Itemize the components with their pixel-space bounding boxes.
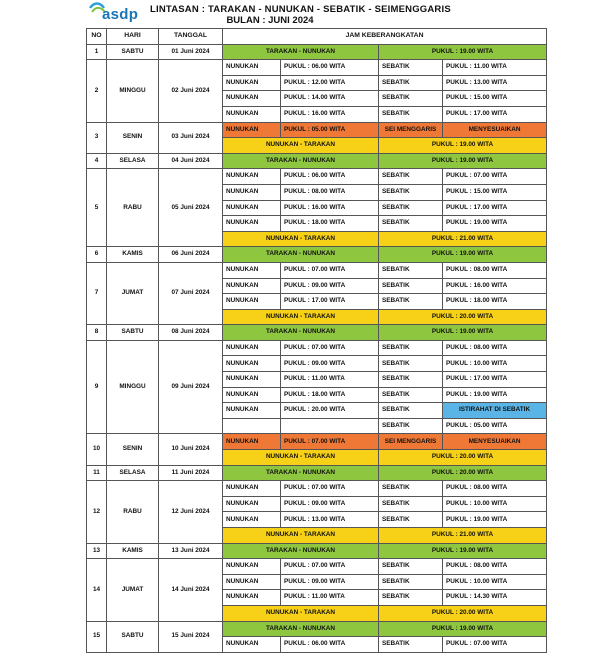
day-no: 3	[87, 122, 107, 153]
day-no: 7	[87, 262, 107, 324]
origin-cell: NUNUKAN	[223, 574, 281, 590]
destination-time-cell: PUKUL : 17.00 WITA	[443, 106, 547, 122]
day-name: JUMAT	[107, 262, 159, 324]
table-row	[87, 169, 547, 185]
destination-cell: SEBATIK	[379, 169, 443, 185]
destination-cell: SEBATIK	[379, 278, 443, 294]
page-title: LINTASAN : TARAKAN - NUNUKAN - SEBATIK - SEIMENGGARIS	[150, 4, 451, 15]
destination-time-cell: PUKUL : 17.00 WITA	[443, 200, 547, 216]
destination-time-cell: PUKUL : 16.00 WITA	[443, 278, 547, 294]
day-no: 12	[87, 481, 107, 543]
route-cell: NUNUKAN - TARAKAN	[223, 231, 379, 247]
departure-time-cell: PUKUL : 19.00 WITA	[379, 247, 547, 263]
destination-time-cell: PUKUL : 08.00 WITA	[443, 481, 547, 497]
day-date: 02 Juni 2024	[159, 60, 223, 122]
origin-cell: NUNUKAN	[223, 75, 281, 91]
destination-time-cell: PUKUL : 15.00 WITA	[443, 184, 547, 200]
destination-cell: SEBATIK	[379, 106, 443, 122]
destination-time-cell: PUKUL : 07.00 WITA	[443, 637, 547, 653]
day-no: 11	[87, 465, 107, 481]
route-cell: TARAKAN - NUNUKAN	[223, 247, 379, 263]
origin-cell: NUNUKAN	[223, 278, 281, 294]
origin-time-cell: PUKUL : 18.00 WITA	[281, 387, 379, 403]
departure-time-cell: PUKUL : 19.00 WITA	[379, 325, 547, 341]
destination-cell: SEBATIK	[379, 387, 443, 403]
day-no: 8	[87, 325, 107, 341]
origin-cell: NUNUKAN	[223, 590, 281, 606]
day-name: SABTU	[107, 621, 159, 652]
destination-cell: SEBATIK	[379, 574, 443, 590]
day-no: 6	[87, 247, 107, 263]
day-date: 09 Juni 2024	[159, 340, 223, 434]
route-cell: TARAKAN - NUNUKAN	[223, 543, 379, 559]
day-name: SABTU	[107, 44, 159, 60]
route-cell: NUNUKAN - TARAKAN	[223, 528, 379, 544]
destination-cell: SEBATIK	[379, 590, 443, 606]
day-name: SELASA	[107, 153, 159, 169]
destination-time-cell: PUKUL : 13.00 WITA	[443, 75, 547, 91]
day-date: 01 Juni 2024	[159, 44, 223, 60]
route-cell: NUNUKAN - TARAKAN	[223, 138, 379, 154]
table-row	[87, 465, 547, 481]
destination-cell: SEI MENGGARIS	[379, 434, 443, 450]
origin-time-cell: PUKUL : 14.00 WITA	[281, 91, 379, 107]
destination-time-cell: PUKUL : 07.00 WITA	[443, 169, 547, 185]
day-no: 5	[87, 169, 107, 247]
origin-time-cell: PUKUL : 11.00 WITA	[281, 372, 379, 388]
route-cell: NUNUKAN - TARAKAN	[223, 605, 379, 621]
destination-cell: SEBATIK	[379, 200, 443, 216]
origin-cell: NUNUKAN	[223, 387, 281, 403]
destination-time-cell: PUKUL : 10.00 WITA	[443, 356, 547, 372]
origin-cell: NUNUKAN	[223, 184, 281, 200]
origin-cell: NUNUKAN	[223, 434, 281, 450]
origin-time-cell: PUKUL : 06.00 WITA	[281, 169, 379, 185]
origin-cell: NUNUKAN	[223, 496, 281, 512]
logo-text: asdp	[102, 6, 139, 23]
destination-time-cell: PUKUL : 17.00 WITA	[443, 372, 547, 388]
origin-cell: NUNUKAN	[223, 372, 281, 388]
day-name: SENIN	[107, 434, 159, 465]
origin-cell: NUNUKAN	[223, 262, 281, 278]
origin-time-cell: PUKUL : 07.00 WITA	[281, 434, 379, 450]
day-name: KAMIS	[107, 543, 159, 559]
destination-cell: SEBATIK	[379, 184, 443, 200]
departure-time-cell: PUKUL : 20.00 WITA	[379, 450, 547, 466]
table-header-row	[87, 29, 547, 45]
table-row	[87, 543, 547, 559]
route-cell: TARAKAN - NUNUKAN	[223, 153, 379, 169]
destination-time-cell: PUKUL : 19.00 WITA	[443, 512, 547, 528]
origin-time-cell: PUKUL : 16.00 WITA	[281, 106, 379, 122]
table-row	[87, 44, 547, 60]
route-cell: TARAKAN - NUNUKAN	[223, 621, 379, 637]
schedule-table	[86, 28, 547, 653]
day-date: 14 Juni 2024	[159, 559, 223, 621]
destination-time-cell: PUKUL : 19.00 WITA	[443, 387, 547, 403]
origin-time-cell: PUKUL : 20.00 WITA	[281, 403, 379, 419]
origin-time-cell: PUKUL : 06.00 WITA	[281, 637, 379, 653]
destination-time-cell: PUKUL : 10.00 WITA	[443, 496, 547, 512]
day-name: SENIN	[107, 122, 159, 153]
origin-cell: NUNUKAN	[223, 60, 281, 76]
destination-time-cell: PUKUL : 19.00 WITA	[443, 216, 547, 232]
day-date: 08 Juni 2024	[159, 325, 223, 341]
destination-cell: SEBATIK	[379, 559, 443, 575]
destination-cell: SEBATIK	[379, 403, 443, 419]
asdp-logo	[88, 2, 148, 26]
table-row	[87, 481, 547, 497]
departure-time-cell: PUKUL : 20.00 WITA	[379, 465, 547, 481]
departure-time-cell: PUKUL : 20.00 WITA	[379, 605, 547, 621]
origin-time-cell: PUKUL : 13.00 WITA	[281, 512, 379, 528]
day-no: 4	[87, 153, 107, 169]
destination-cell: SEBATIK	[379, 340, 443, 356]
destination-cell: SEBATIK	[379, 216, 443, 232]
origin-time-cell: PUKUL : 07.00 WITA	[281, 340, 379, 356]
destination-cell: SEBATIK	[379, 294, 443, 310]
origin-cell: NUNUKAN	[223, 356, 281, 372]
origin-cell	[223, 418, 281, 434]
page-subtitle: BULAN : JUNI 2024	[226, 15, 314, 26]
destination-cell: SEBATIK	[379, 91, 443, 107]
table-row	[87, 434, 547, 450]
departure-time-cell: PUKUL : 21.00 WITA	[379, 231, 547, 247]
origin-time-cell	[281, 418, 379, 434]
day-name: KAMIS	[107, 247, 159, 263]
departure-time-cell: PUKUL : 21.00 WITA	[379, 528, 547, 544]
table-row	[87, 247, 547, 263]
origin-time-cell: PUKUL : 09.00 WITA	[281, 496, 379, 512]
departure-time-cell: PUKUL : 19.00 WITA	[379, 153, 547, 169]
origin-cell: NUNUKAN	[223, 481, 281, 497]
table-row	[87, 262, 547, 278]
day-name: JUMAT	[107, 559, 159, 621]
day-no: 9	[87, 340, 107, 434]
origin-time-cell: PUKUL : 06.00 WITA	[281, 60, 379, 76]
header-hari: HARI	[107, 29, 159, 45]
origin-cell: NUNUKAN	[223, 122, 281, 138]
day-no: 15	[87, 621, 107, 652]
day-no: 2	[87, 60, 107, 122]
day-no: 1	[87, 44, 107, 60]
destination-time-cell: PUKUL : 11.00 WITA	[443, 60, 547, 76]
document-header	[0, 0, 600, 28]
destination-cell: SEBATIK	[379, 418, 443, 434]
day-date: 11 Juni 2024	[159, 465, 223, 481]
origin-time-cell: PUKUL : 18.00 WITA	[281, 216, 379, 232]
table-row	[87, 340, 547, 356]
destination-time-cell: ISTIRAHAT DI SEBATIK	[443, 403, 547, 419]
origin-cell: NUNUKAN	[223, 216, 281, 232]
route-cell: TARAKAN - NUNUKAN	[223, 44, 379, 60]
origin-cell: NUNUKAN	[223, 106, 281, 122]
header-jam-keberangkatan: JAM KEBERANGKATAN	[223, 29, 547, 45]
departure-time-cell: PUKUL : 19.00 WITA	[379, 621, 547, 637]
schedule-body	[87, 44, 547, 652]
origin-time-cell: PUKUL : 08.00 WITA	[281, 184, 379, 200]
route-cell: TARAKAN - NUNUKAN	[223, 325, 379, 341]
table-row	[87, 60, 547, 76]
origin-cell: NUNUKAN	[223, 169, 281, 185]
destination-cell: SEBATIK	[379, 356, 443, 372]
destination-cell: SEBATIK	[379, 262, 443, 278]
day-date: 05 Juni 2024	[159, 169, 223, 247]
destination-time-cell: MENYESUAIKAN	[443, 122, 547, 138]
day-date: 07 Juni 2024	[159, 262, 223, 324]
destination-cell: SEBATIK	[379, 60, 443, 76]
destination-time-cell: PUKUL : 10.00 WITA	[443, 574, 547, 590]
origin-time-cell: PUKUL : 17.00 WITA	[281, 294, 379, 310]
departure-time-cell: PUKUL : 19.00 WITA	[379, 543, 547, 559]
day-name: SABTU	[107, 325, 159, 341]
origin-time-cell: PUKUL : 16.00 WITA	[281, 200, 379, 216]
route-cell: NUNUKAN - TARAKAN	[223, 450, 379, 466]
departure-time-cell: PUKUL : 19.00 WITA	[379, 44, 547, 60]
day-date: 10 Juni 2024	[159, 434, 223, 465]
day-no: 14	[87, 559, 107, 621]
day-no: 13	[87, 543, 107, 559]
origin-cell: NUNUKAN	[223, 294, 281, 310]
destination-time-cell: PUKUL : 08.00 WITA	[443, 340, 547, 356]
origin-cell: NUNUKAN	[223, 637, 281, 653]
origin-cell: NUNUKAN	[223, 512, 281, 528]
destination-cell: SEBATIK	[379, 512, 443, 528]
origin-time-cell: PUKUL : 09.00 WITA	[281, 356, 379, 372]
header-no: NO	[87, 29, 107, 45]
destination-time-cell: MENYESUAIKAN	[443, 434, 547, 450]
origin-cell: NUNUKAN	[223, 559, 281, 575]
day-name: MINGGU	[107, 340, 159, 434]
origin-time-cell: PUKUL : 07.00 WITA	[281, 262, 379, 278]
origin-time-cell: PUKUL : 07.00 WITA	[281, 481, 379, 497]
destination-time-cell: PUKUL : 08.00 WITA	[443, 559, 547, 575]
origin-cell: NUNUKAN	[223, 340, 281, 356]
day-no: 10	[87, 434, 107, 465]
origin-cell: NUNUKAN	[223, 403, 281, 419]
table-row	[87, 559, 547, 575]
destination-cell: SEBATIK	[379, 481, 443, 497]
table-row	[87, 325, 547, 341]
origin-cell: NUNUKAN	[223, 200, 281, 216]
day-name: SELASA	[107, 465, 159, 481]
destination-time-cell: PUKUL : 14.30 WITA	[443, 590, 547, 606]
header-tanggal: TANGGAL	[159, 29, 223, 45]
table-row	[87, 122, 547, 138]
destination-time-cell: PUKUL : 18.00 WITA	[443, 294, 547, 310]
day-date: 06 Juni 2024	[159, 247, 223, 263]
route-cell: TARAKAN - NUNUKAN	[223, 465, 379, 481]
destination-time-cell: PUKUL : 05.00 WITA	[443, 418, 547, 434]
departure-time-cell: PUKUL : 19.00 WITA	[379, 138, 547, 154]
day-date: 04 Juni 2024	[159, 153, 223, 169]
destination-cell: SEBATIK	[379, 496, 443, 512]
day-name: MINGGU	[107, 60, 159, 122]
destination-cell: SEI MENGGARIS	[379, 122, 443, 138]
destination-time-cell: PUKUL : 08.00 WITA	[443, 262, 547, 278]
destination-time-cell: PUKUL : 15.00 WITA	[443, 91, 547, 107]
departure-time-cell: PUKUL : 20.00 WITA	[379, 309, 547, 325]
destination-cell: SEBATIK	[379, 372, 443, 388]
day-name: RABU	[107, 169, 159, 247]
destination-cell: SEBATIK	[379, 637, 443, 653]
day-date: 15 Juni 2024	[159, 621, 223, 652]
day-date: 12 Juni 2024	[159, 481, 223, 543]
origin-time-cell: PUKUL : 09.00 WITA	[281, 574, 379, 590]
origin-time-cell: PUKUL : 12.00 WITA	[281, 75, 379, 91]
route-cell: NUNUKAN - TARAKAN	[223, 309, 379, 325]
origin-time-cell: PUKUL : 07.00 WITA	[281, 559, 379, 575]
origin-time-cell: PUKUL : 09.00 WITA	[281, 278, 379, 294]
day-date: 03 Juni 2024	[159, 122, 223, 153]
table-row	[87, 153, 547, 169]
origin-time-cell: PUKUL : 11.00 WITA	[281, 590, 379, 606]
origin-cell: NUNUKAN	[223, 91, 281, 107]
origin-time-cell: PUKUL : 05.00 WITA	[281, 122, 379, 138]
destination-cell: SEBATIK	[379, 75, 443, 91]
day-date: 13 Juni 2024	[159, 543, 223, 559]
table-row	[87, 621, 547, 637]
day-name: RABU	[107, 481, 159, 543]
